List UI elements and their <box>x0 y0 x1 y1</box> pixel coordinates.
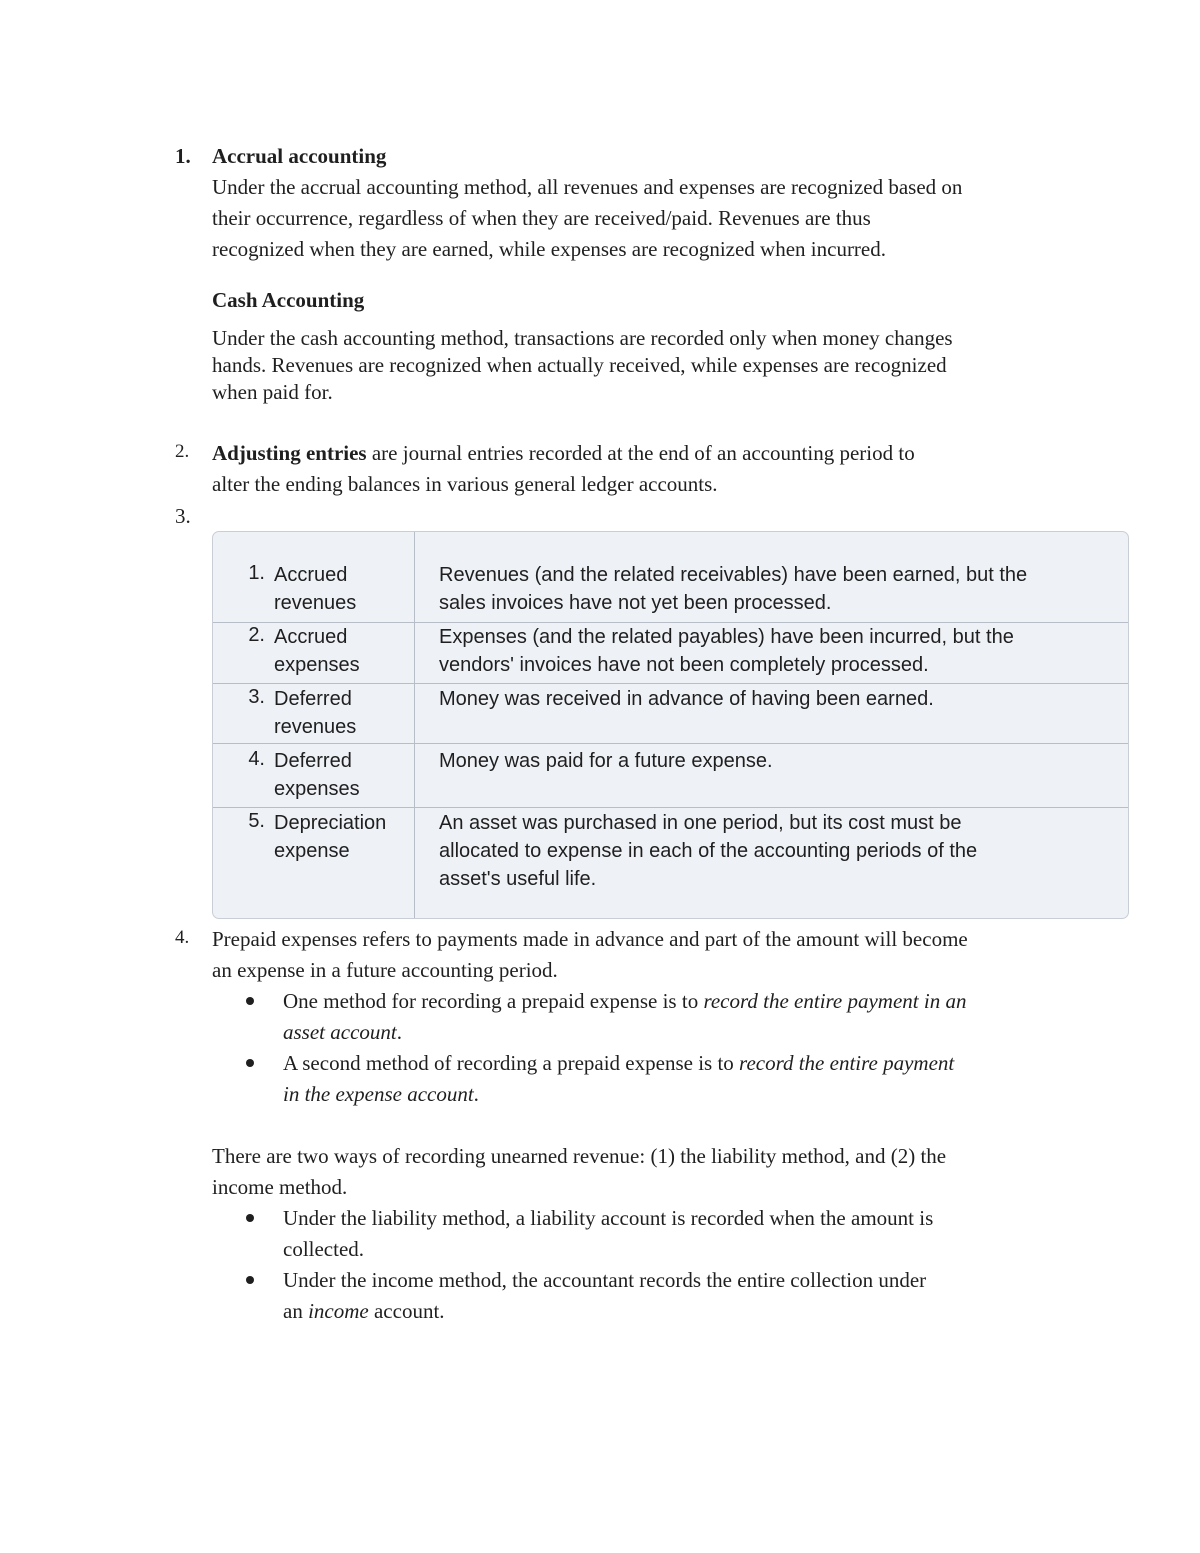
unearned-bullet-2-line-1: Under the income method, the accountant records the entire collection under <box>283 1268 927 1292</box>
term-line: Accrued <box>274 626 348 648</box>
term-line: expenses <box>274 654 360 676</box>
row-definition <box>439 623 1014 679</box>
term-line: expenses <box>274 778 360 800</box>
bullet-icon <box>246 997 254 1005</box>
prepaid-bullet-1-line-1 <box>283 989 966 1014</box>
unearned-text-line-2: income method. <box>212 1175 348 1199</box>
adjusting-entries-line-1 <box>212 441 915 466</box>
bullet-text: One method for recording a prepaid expense is to <box>283 989 704 1013</box>
row-definition <box>439 561 1027 617</box>
row-definition <box>439 809 977 893</box>
row-number: 1. <box>248 562 265 584</box>
row-number: 3. <box>248 686 265 708</box>
unearned-bullet-2-line-2 <box>283 1299 445 1324</box>
row-term <box>274 685 356 741</box>
term-line: expense <box>274 840 350 862</box>
table-row-divider <box>213 743 1128 744</box>
row-definition <box>439 747 773 775</box>
table-row-divider <box>213 807 1128 808</box>
definition-line: allocated to expense in each of the accounting periods of the <box>439 840 978 862</box>
item-number-4: 4. <box>175 927 190 948</box>
item-number-2: 2. <box>175 441 190 462</box>
item-number-1: 1. <box>175 144 191 168</box>
bullet-text: an <box>283 1299 309 1323</box>
table-row-divider <box>213 683 1128 684</box>
bullet-emphasis: income <box>308 1299 369 1323</box>
cash-heading: Cash Accounting <box>212 288 365 312</box>
adjusting-entries-line-2: alter the ending balances in various general ledger accounts. <box>212 472 718 496</box>
term-line: Deferred <box>274 688 352 710</box>
accrual-text-line-3: recognized when they are earned, while expenses are recognized when incurred. <box>212 237 886 261</box>
definition-line: Money was received in advance of having been earned. <box>439 688 934 710</box>
prepaid-text-line-2: an expense in a future accounting period. <box>212 958 558 982</box>
bullet-text: . <box>396 1020 402 1044</box>
bullet-icon <box>246 1276 254 1284</box>
bullet-emphasis: asset account <box>283 1020 397 1044</box>
row-term <box>274 561 356 617</box>
definition-line: An asset was purchased in one period, but its cost must be <box>439 812 962 834</box>
definition-line: Revenues (and the related receivables) have been earned, but the <box>439 564 1028 586</box>
bullet-text: A second method of recording a prepaid expense is to <box>283 1051 740 1075</box>
cash-text-line-3: when paid for. <box>212 380 333 404</box>
prepaid-text-line-1: Prepaid expenses refers to payments made in advance and part of the amount will become <box>212 927 968 951</box>
accrual-text-line-1: Under the accrual accounting method, all revenues and expenses are recognized based on <box>212 175 963 199</box>
unearned-bullet-1-line-2: collected. <box>283 1237 365 1261</box>
bullet-emphasis: record the entire payment in an <box>703 989 967 1013</box>
row-number: 5. <box>248 810 265 832</box>
item-number-3: 3. <box>175 504 191 528</box>
adjusting-entries-def: are journal entries recorded at the end of an accounting period to <box>366 441 915 465</box>
prepaid-bullet-1-line-2 <box>283 1020 402 1045</box>
term-line: revenues <box>274 592 357 614</box>
table-column-divider <box>414 532 415 918</box>
adjusting-entries-table <box>212 531 1129 919</box>
bullet-text: . <box>473 1082 479 1106</box>
row-number: 4. <box>248 748 265 770</box>
term-line: revenues <box>274 716 357 738</box>
bullet-icon <box>246 1214 254 1222</box>
bullet-text: account. <box>368 1299 445 1323</box>
bullet-emphasis: in the expense account <box>283 1082 474 1106</box>
cash-text-line-1: Under the cash accounting method, transactions are recorded only when money changes <box>212 326 953 350</box>
unearned-bullet-1-line-1: Under the liability method, a liability account is recorded when the amount is <box>283 1206 934 1230</box>
definition-line: Expenses (and the related payables) have been incurred, but the <box>439 626 1014 648</box>
prepaid-bullet-2-line-2 <box>283 1082 479 1107</box>
definition-line: sales invoices have not yet been processed. <box>439 592 832 614</box>
accrual-heading: Accrual accounting <box>212 144 387 168</box>
adjusting-entries-term: Adjusting entries <box>212 441 367 465</box>
row-term <box>274 809 386 865</box>
bullet-emphasis: record the entire payment <box>739 1051 955 1075</box>
term-line: Accrued <box>274 564 348 586</box>
unearned-text-line-1: There are two ways of recording unearned revenue: (1) the liability method, and (2) the <box>212 1144 947 1168</box>
prepaid-bullet-2-line-1 <box>283 1051 954 1076</box>
definition-line: vendors' invoices have not been completely processed. <box>439 654 929 676</box>
row-term <box>274 747 360 803</box>
accrual-text-line-2: their occurrence, regardless of when they are received/paid. Revenues are thus <box>212 206 871 230</box>
definition-line: Money was paid for a future expense. <box>439 750 773 772</box>
row-number: 2. <box>248 624 265 646</box>
definition-line: asset's useful life. <box>439 868 597 890</box>
term-line: Depreciation <box>274 812 387 834</box>
row-term <box>274 623 360 679</box>
term-line: Deferred <box>274 750 352 772</box>
bullet-icon <box>246 1059 254 1067</box>
row-definition <box>439 685 934 713</box>
cash-text-line-2: hands. Revenues are recognized when actually received, while expenses are recognized <box>212 353 947 377</box>
